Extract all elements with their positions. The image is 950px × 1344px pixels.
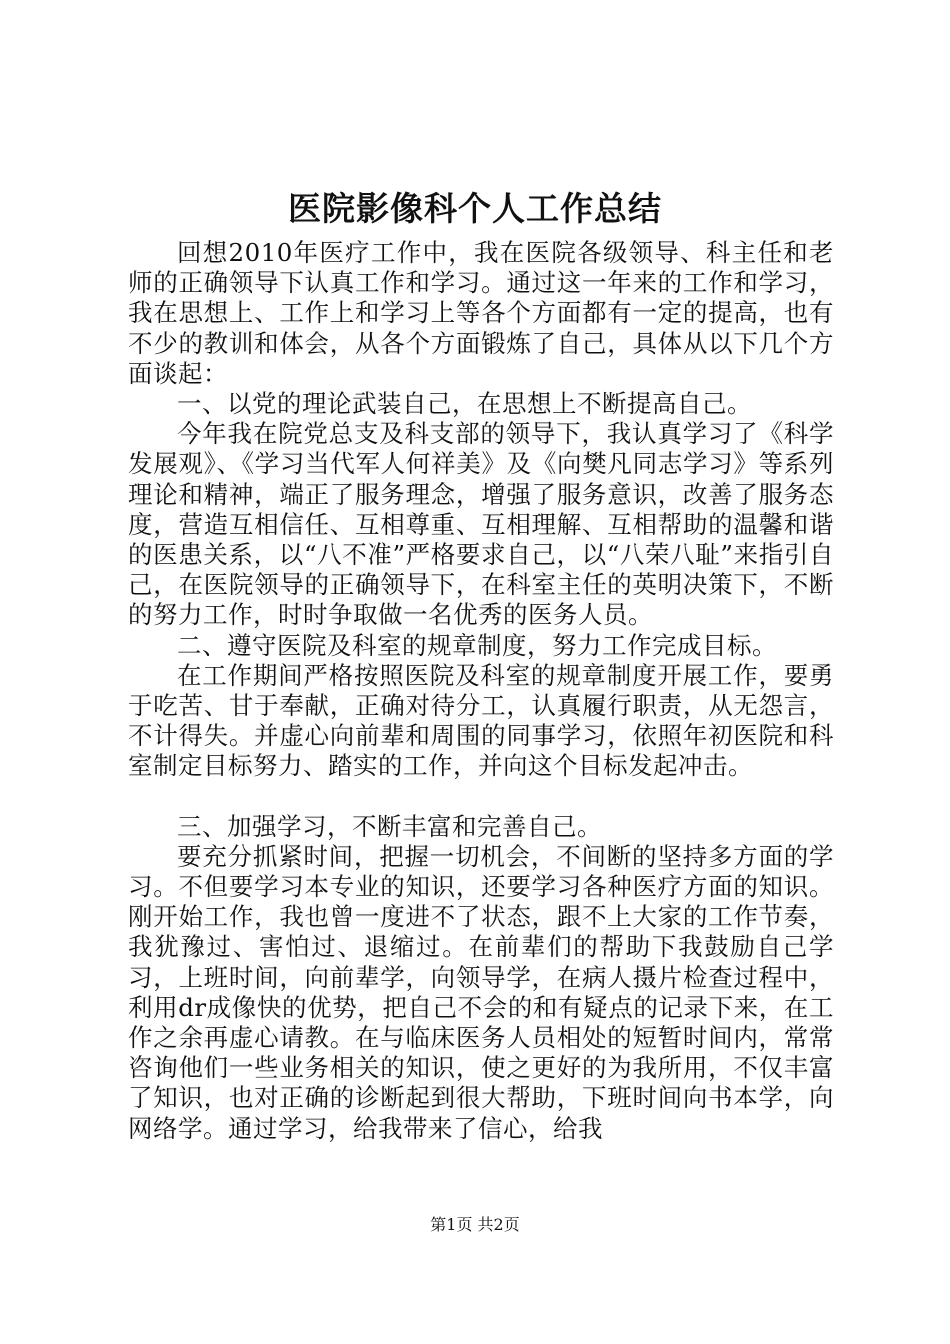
paragraph-section-3: 要充分抓紧时间，把握一切机会，不间断的坚持多方面的学习。不但要学习本专业的知识，还要学习各种医疗方面的知识。刚开始工作，我也曾一度进不了状态，跟不上大家的工作节奏，我犹豫过、害怕过、退缩过。在前辈们的帮助下我鼓励自己学习，上班时间，向前辈学，向领导学，在病人摄片检查过程中，利用dr成像快的优势，把自己不会的和有疑点的记录下来，在工作之余再虚心请教。在与临床医务人员相处的短暂时间内，常常咨询他们一些业务相关的知识，使之更好的为我所用，不仅丰富了知识，也对正确的诊断起到很大帮助，下班时间向书本学，向网络学。通过学习，给我带来了信心，给我 (128, 841, 834, 1143)
paragraph-section-1: 今年我在院党总支及科支部的领导下，我认真学习了《科学发展观》、《学习当代军人何祥美》及《向樊凡同志学习》等系列理论和精神，端正了服务理念，增强了服务意识，改善了服务态度，营造互相信任、互相尊重、互相理解、互相帮助的温馨和谐的医患关系，以“八不准”严格要求自己，以“八荣八耻”来指引自己，在医院领导的正确领导下，在科室主任的英明决策下，不断的努力工作，时时争取做一名优秀的医务人员。 (128, 419, 834, 630)
page-number-footer: 第1页 共2页 (430, 1215, 520, 1234)
section-heading-3: 三、加强学习，不断丰富和完善自己。 (177, 811, 602, 841)
paragraph-section-2: 在工作期间严格按照医院及科室的规章制度开展工作，要勇于吃苦、甘于奉献，正确对待分工，认真履行职责，从无怨言，不计得失。并虚心向前辈和周围的同事学习，依照年初医院和科室制定目标努力、踏实的工作，并向这个目标发起冲击。 (128, 660, 834, 781)
section-heading-2: 二、遵守医院及科室的规章制度，努力工作完成目标。 (177, 630, 777, 660)
document-body (128, 238, 834, 1144)
paragraph-intro: 回想2010年医疗工作中，我在医院各级领导、科主任和老师的正确领导下认真工作和学习。通过这一年来的工作和学习，我在思想上、工作上和学习上等各个方面都有一定的提高，也有不少的教训和体会，从各个方面锻炼了自己，具体从以下几个方面谈起： (128, 238, 834, 388)
document-title: 医院影像科个人工作总结 (288, 189, 662, 228)
section-heading-1: 一、以党的理论武装自己，在思想上不断提高自己。 (177, 389, 752, 419)
